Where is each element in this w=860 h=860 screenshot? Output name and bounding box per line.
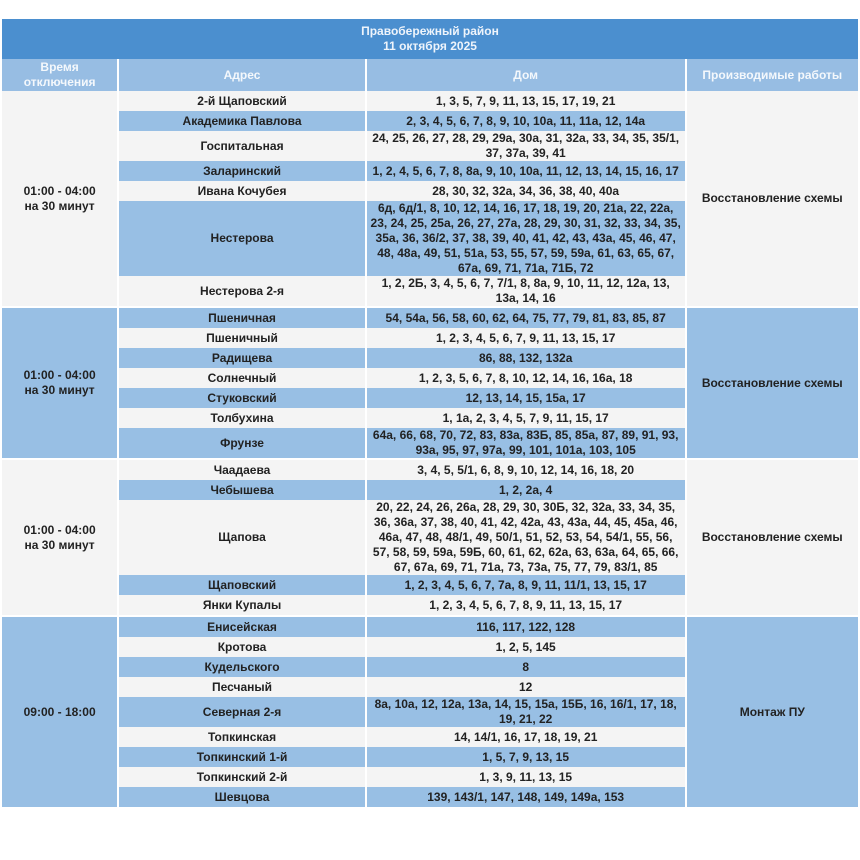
house-numbers: 1, 2, 3, 4, 5, 6, 7, 8, 9, 11, 13, 15, 17 <box>367 595 685 615</box>
outage-time-range: 01:00 - 04:00 <box>23 368 96 382</box>
work-type: Восстановление схемы <box>687 306 858 458</box>
street-name: Енисейская <box>119 615 365 637</box>
house-numbers: 1, 2, 3, 4, 5, 6, 7, 7а, 8, 9, 11, 11/1, 13, 15, 17 <box>367 575 685 595</box>
house-numbers: 1, 1а, 2, 3, 4, 5, 7, 9, 11, 15, 17 <box>367 408 685 428</box>
table-row <box>2 91 858 111</box>
work-type: Восстановление схемы <box>687 458 858 615</box>
table-row <box>2 615 858 637</box>
house-numbers: 12 <box>367 677 685 697</box>
street-name: Шевцова <box>119 787 365 807</box>
house-numbers: 116, 117, 122, 128 <box>367 615 685 637</box>
street-name: Академика Павлова <box>119 111 365 131</box>
house-numbers: 1, 2, 2а, 4 <box>367 480 685 500</box>
outage-time-cell <box>2 306 117 458</box>
street-name: Заларинский <box>119 161 365 181</box>
work-type: Восстановление схемы <box>687 91 858 306</box>
schedule-body <box>2 91 858 807</box>
house-numbers: 1, 2, 4, 5, 6, 7, 8, 8а, 9, 10, 10а, 11, 12, 13, 14, 15, 16, 17 <box>367 161 685 181</box>
street-name: Северная 2-я <box>119 697 365 727</box>
table-row <box>2 458 858 480</box>
outage-duration: на 30 минут <box>24 383 95 397</box>
house-numbers: 14, 14/1, 16, 17, 18, 19, 21 <box>367 727 685 747</box>
street-name: Песчаный <box>119 677 365 697</box>
outage-time-cell <box>2 615 117 807</box>
house-numbers: 24, 25, 26, 27, 28, 29, 29а, 30а, 31, 32а, 33, 34, 35, 35/1, 37, 37а, 39, 41 <box>367 131 685 161</box>
header-work: Производимые работы <box>687 59 858 91</box>
house-numbers: 28, 30, 32, 32а, 34, 36, 38, 40, 40а <box>367 181 685 201</box>
street-name: 2-й Щаповский <box>119 91 365 111</box>
district-name: Правобережный район <box>361 24 499 38</box>
house-numbers: 86, 88, 132, 132а <box>367 348 685 368</box>
house-numbers: 54, 54а, 56, 58, 60, 62, 64, 75, 77, 79, 81, 83, 85, 87 <box>367 306 685 328</box>
street-name: Солнечный <box>119 368 365 388</box>
table-row <box>2 306 858 328</box>
street-name: Толбухина <box>119 408 365 428</box>
outage-time-cell <box>2 458 117 615</box>
house-numbers: 12, 13, 14, 15, 15а, 17 <box>367 388 685 408</box>
outage-time-range: 01:00 - 04:00 <box>23 522 96 537</box>
house-numbers: 1, 2, 3, 4, 5, 6, 7, 9, 11, 13, 15, 17 <box>367 328 685 348</box>
house-numbers: 1, 5, 7, 9, 13, 15 <box>367 747 685 767</box>
street-name: Стуковский <box>119 388 365 408</box>
house-numbers: 1, 2, 5, 145 <box>367 637 685 657</box>
house-numbers: 2, 3, 4, 5, 6, 7, 8, 9, 10, 10а, 11, 11а, 12, 14а <box>367 111 685 131</box>
street-name: Щапова <box>119 500 365 575</box>
table-title <box>2 19 858 59</box>
street-name: Ивана Кочубея <box>119 181 365 201</box>
street-name: Щаповский <box>119 575 365 595</box>
house-numbers: 6д, 6д/1, 8, 10, 12, 14, 16, 17, 18, 19, 20, 21а, 22, 22а, 23, 24, 25, 25а, 26, 27, 27а, 28, 29, 30, 31, 32, 33, 34, 35, 35а, 36, 36/2, 37, 38, 39, 40, 41, 42, 43, 43а, 45, 46, 47, 48, 48а, 49, 51, 51а, 53, 55, 57, 59, 59а, 61, 63, 65, 67, 67а, 69, 71, 71а, 71Б, 72 <box>367 201 685 276</box>
house-numbers: 64а, 66, 68, 70, 72, 83, 83а, 83Б, 85, 85а, 87, 89, 91, 93, 93а, 95, 97, 97а, 99, 101, 101а, 103, 105 <box>367 428 685 458</box>
house-numbers: 139, 143/1, 147, 148, 149, 149а, 153 <box>367 787 685 807</box>
street-name: Радищева <box>119 348 365 368</box>
street-name: Чебышева <box>119 480 365 500</box>
house-numbers: 1, 2, 2Б, 3, 4, 5, 6, 7, 7/1, 8, 8а, 9, 10, 11, 12, 12а, 13, 13а, 14, 16 <box>367 276 685 306</box>
header-address: Адрес <box>119 59 365 91</box>
house-numbers: 20, 22, 24, 26, 26а, 28, 29, 30, 30Б, 32, 32а, 33, 34, 35, 36, 36а, 37, 38, 40, 41, 42, 42а, 43, 43а, 44, 45, 45а, 46, 46а, 47, 48, 48/1, 49, 50/1, 51, 52, 53, 54, 54/1, 55, 56, 57, 58, 59, 59а, 59Б, 60, 61, 62, 62а, 63, 63а, 64, 65, 66, 67, 67а, 69, 71, 71а, 73, 73а, 75, 77, 79, 83/1, 85 <box>367 500 685 575</box>
outage-time-range: 01:00 - 04:00 <box>23 183 96 198</box>
header-time: Время отключения <box>2 59 117 91</box>
outage-time-cell <box>2 91 117 306</box>
street-name: Янки Купалы <box>119 595 365 615</box>
outage-duration: на 30 минут <box>24 198 95 213</box>
house-numbers: 8а, 10а, 12, 12а, 13а, 14, 15, 15а, 15Б, 16, 16/1, 17, 18, 19, 21, 22 <box>367 697 685 727</box>
street-name: Кротова <box>119 637 365 657</box>
house-numbers: 1, 3, 9, 11, 13, 15 <box>367 767 685 787</box>
work-type: Монтаж ПУ <box>687 615 858 807</box>
street-name: Топкинский 2-й <box>119 767 365 787</box>
house-numbers: 1, 3, 5, 7, 9, 11, 13, 15, 17, 19, 21 <box>367 91 685 111</box>
house-numbers: 3, 4, 5, 5/1, 6, 8, 9, 10, 12, 14, 16, 18, 20 <box>367 458 685 480</box>
outage-time-range: 09:00 - 18:00 <box>23 704 96 719</box>
header-house: Дом <box>367 59 685 91</box>
street-name: Топкинская <box>119 727 365 747</box>
street-name: Госпитальная <box>119 131 365 161</box>
outage-date: 11 октября 2025 <box>383 39 477 53</box>
street-name: Нестерова <box>119 201 365 276</box>
street-name: Топкинский 1-й <box>119 747 365 767</box>
street-name: Кудельского <box>119 657 365 677</box>
house-numbers: 1, 2, 3, 5, 6, 7, 8, 10, 12, 14, 16, 16а, 18 <box>367 368 685 388</box>
street-name: Пшеничный <box>119 328 365 348</box>
street-name: Нестерова 2-я <box>119 276 365 306</box>
house-numbers: 8 <box>367 657 685 677</box>
street-name: Чаадаева <box>119 458 365 480</box>
outage-duration: на 30 минут <box>24 537 95 552</box>
street-name: Фрунзе <box>119 428 365 458</box>
street-name: Пшеничная <box>119 306 365 328</box>
outage-schedule-table <box>0 19 860 807</box>
